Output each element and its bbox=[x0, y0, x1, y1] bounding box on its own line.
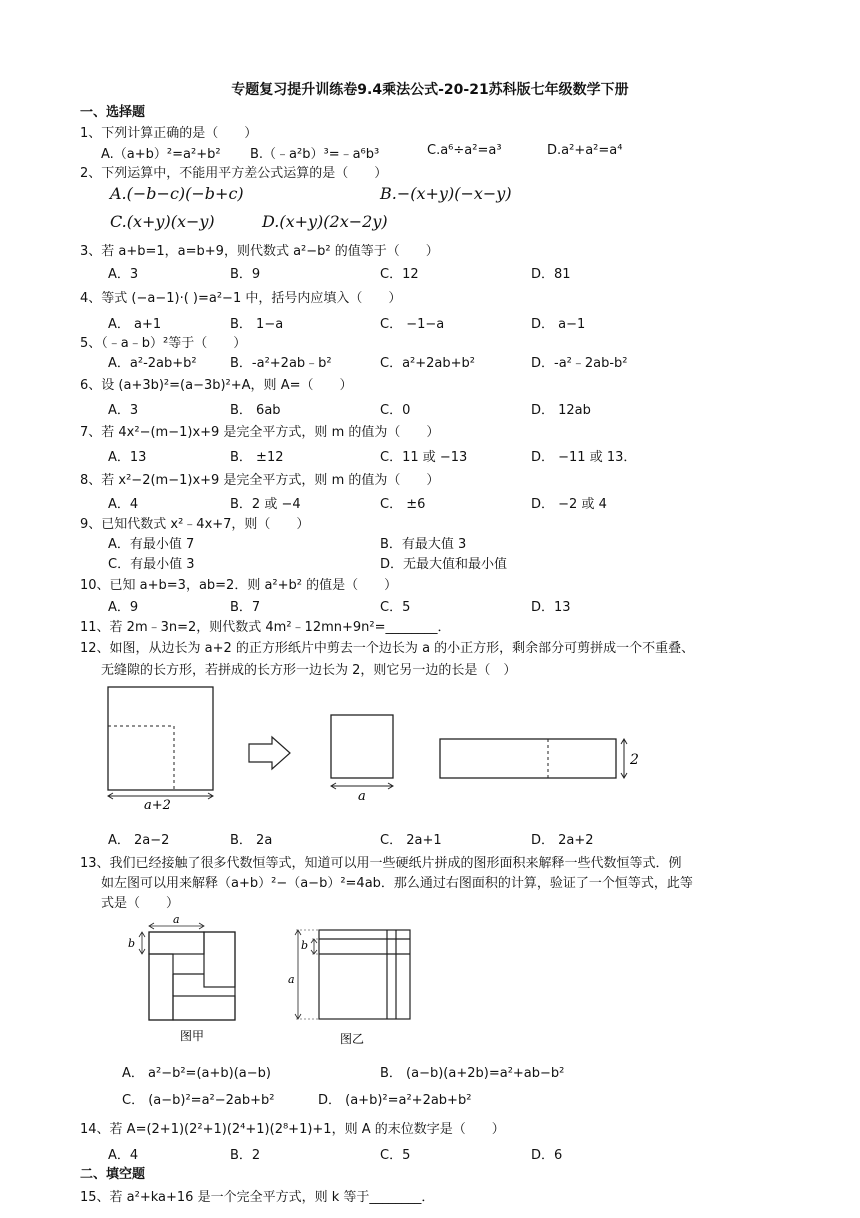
q14-option-d: D．6 bbox=[531, 1148, 563, 1163]
q12-option-c: C． 2a+1 bbox=[380, 833, 442, 848]
q5-option-b: B．-a²+2ab﹣b² bbox=[230, 356, 332, 371]
q6-option-c: C．0 bbox=[380, 403, 411, 418]
q2-option-b: B.−(x+y)(−x−y) bbox=[380, 184, 512, 203]
q2-option-c: C.(x+y)(x−y) bbox=[110, 212, 215, 231]
q6-option-a: A．3 bbox=[108, 403, 139, 418]
q10-option-a: A．9 bbox=[108, 600, 139, 615]
question-13-stem: 13、我们已经接触了很多代数恒等式，知道可以用一些硬纸片拼成的图形面积来解释一些代数恒等式．例 bbox=[80, 856, 682, 871]
q7-option-c: C．11 或 −13 bbox=[380, 450, 468, 465]
fig13-right-label-a: a bbox=[288, 973, 295, 986]
q3-option-c: C．12 bbox=[380, 267, 419, 282]
q7-option-a: A．13 bbox=[108, 450, 147, 465]
figure-13-right bbox=[319, 930, 410, 1019]
q7-option-d: D． −11 或 13． bbox=[531, 450, 637, 465]
q9-option-c: C．有最小值 3 bbox=[108, 557, 195, 572]
question-7-stem: 7、若 4x²−(m−1)x+9 是完全平方式，则 m 的值为（ ） bbox=[80, 425, 440, 440]
question-11-stem: 11、若 2m﹣3n=2，则代数式 4m²﹣12mn+9n²=________． bbox=[80, 620, 451, 635]
q12-option-b: B． 2a bbox=[230, 833, 273, 848]
q1-option-d: D.a²+a²=a⁴ bbox=[547, 143, 623, 158]
q2-option-d: D.(x+y)(2x−2y) bbox=[262, 212, 388, 231]
q13-option-c: C． (a−b)²=a²−2ab+b² bbox=[122, 1093, 275, 1108]
q9-option-d: D．无最大值和最小值 bbox=[380, 557, 508, 572]
q1-option-c: C.a⁶÷a²=a³ bbox=[427, 143, 502, 158]
label-a-plus-2: a+2 bbox=[144, 798, 171, 812]
q9-option-a: A．有最小值 7 bbox=[108, 537, 195, 552]
section-choice: 一、选择题 bbox=[80, 105, 146, 120]
question-13-stem-cont: 如左图可以用来解释（a+b）²−（a−b）²=4ab．那么通过右图面积的计算，验证了一个恒等式，此等 bbox=[101, 876, 693, 891]
figure-13 bbox=[120, 912, 420, 1052]
question-10-stem: 10、已知 a+b=3，ab=2．则 a²+b² 的值是（ ） bbox=[80, 578, 398, 593]
small-square bbox=[331, 715, 393, 778]
fig13-right-label-b: b bbox=[301, 939, 309, 952]
q14-option-a: A．4 bbox=[108, 1148, 139, 1163]
q8-option-a: A．4 bbox=[108, 497, 139, 512]
question-12-stem-cont: 无缝隙的长方形，若拼成的长方形一边长为 2，则它另一边的长是（ ） bbox=[101, 663, 517, 678]
q10-option-d: D．13 bbox=[531, 600, 571, 615]
cut-line bbox=[108, 726, 174, 790]
question-9-stem: 9、已知代数式 x²﹣4x+7，则（ ） bbox=[80, 517, 310, 532]
label-a: a bbox=[358, 789, 366, 804]
q7-option-b: B． ±12 bbox=[230, 450, 284, 465]
q9-option-b: B．有最大值 3 bbox=[380, 537, 467, 552]
label-2: 2 bbox=[630, 752, 639, 768]
page-title: 专题复习提升训练卷9.4乘法公式-20-21苏科版七年级数学下册 bbox=[231, 82, 629, 98]
rectangle bbox=[440, 739, 616, 778]
question-6-stem: 6、设 (a+3b)²=(a−3b)²+A，则 A=（ ） bbox=[80, 378, 353, 393]
q8-option-d: D． −2 或 4 bbox=[531, 497, 607, 512]
q5-option-d: D．-a²﹣2ab-b² bbox=[531, 356, 628, 371]
q1-option-a: A.（a+b）²=a²+b² bbox=[101, 147, 221, 162]
q6-option-b: B． 6ab bbox=[230, 403, 281, 418]
section-fill: 二、填空题 bbox=[80, 1167, 146, 1182]
q4-option-b: B． 1−a bbox=[230, 317, 284, 332]
big-square bbox=[108, 687, 213, 790]
fig13-left-label-a: a bbox=[173, 913, 180, 926]
question-15-stem: 15、若 a²+ka+16 是一个完全平方式，则 k 等于________． bbox=[80, 1190, 435, 1205]
q13-option-d: D． (a+b)²=a²+2ab+b² bbox=[318, 1093, 472, 1108]
q5-option-c: C．a²+2ab+b² bbox=[380, 356, 475, 371]
q14-option-c: C．5 bbox=[380, 1148, 411, 1163]
q6-option-d: D． 12ab bbox=[531, 403, 591, 418]
q4-option-d: D． a−1 bbox=[531, 317, 586, 332]
q13-option-a: A． a²−b²=(a+b)(a−b) bbox=[122, 1066, 271, 1081]
q3-option-d: D．81 bbox=[531, 267, 571, 282]
q3-option-b: B．9 bbox=[230, 267, 261, 282]
question-3-stem: 3、若 a+b=1，a=b+9，则代数式 a²−b² 的值等于（ ） bbox=[80, 244, 439, 259]
q13-option-b: B． (a−b)(a+2b)=a²+ab−b² bbox=[380, 1066, 565, 1081]
q2-option-a: A.(−b−c)(−b+c) bbox=[110, 184, 244, 203]
question-13-stem-cont2: 式是（ ） bbox=[101, 896, 180, 911]
question-2-stem: 2、下列运算中，不能用平方差公式运算的是（ ） bbox=[80, 166, 388, 181]
caption-left: 图甲 bbox=[180, 1029, 205, 1043]
question-12-stem: 12、如图，从边长为 a+2 的正方形纸片中剪去一个边长为 a 的小正方形，剩余部分可剪拼成一个不重叠、 bbox=[80, 641, 695, 656]
caption-right: 图乙 bbox=[340, 1032, 365, 1046]
fig13-left-label-b: b bbox=[128, 937, 136, 950]
q4-option-a: A． a+1 bbox=[108, 317, 162, 332]
question-1-stem: 1、下列计算正确的是（ ） bbox=[80, 126, 258, 141]
arrow-icon bbox=[249, 737, 290, 769]
q12-option-a: A． 2a−2 bbox=[108, 833, 170, 848]
q4-option-c: C． −1−a bbox=[380, 317, 445, 332]
q10-option-c: C．5 bbox=[380, 600, 411, 615]
figure-12 bbox=[100, 682, 660, 812]
question-8-stem: 8、若 x²−2(m−1)x+9 是完全平方式，则 m 的值为（ ） bbox=[80, 473, 440, 488]
q8-option-c: C． ±6 bbox=[380, 497, 426, 512]
figure-13-left bbox=[149, 932, 235, 1020]
q12-option-d: D． 2a+2 bbox=[531, 833, 594, 848]
question-4-stem: 4、等式 (−a−1)·( )=a²−1 中，括号内应填入（ ） bbox=[80, 291, 402, 306]
q3-option-a: A．3 bbox=[108, 267, 139, 282]
q5-option-a: A．a²-2ab+b² bbox=[108, 356, 197, 371]
q1-option-b: B.（﹣a²b）³=﹣a⁶b³ bbox=[250, 147, 380, 162]
q14-option-b: B．2 bbox=[230, 1148, 261, 1163]
question-5-stem: 5、（﹣a﹣b）²等于（ ） bbox=[80, 336, 247, 351]
q10-option-b: B．7 bbox=[230, 600, 261, 615]
q8-option-b: B．2 或 −4 bbox=[230, 497, 301, 512]
question-14-stem: 14、若 A=(2+1)(2²+1)(2⁴+1)(2⁸+1)+1，则 A 的末位数字是（ ） bbox=[80, 1122, 505, 1137]
